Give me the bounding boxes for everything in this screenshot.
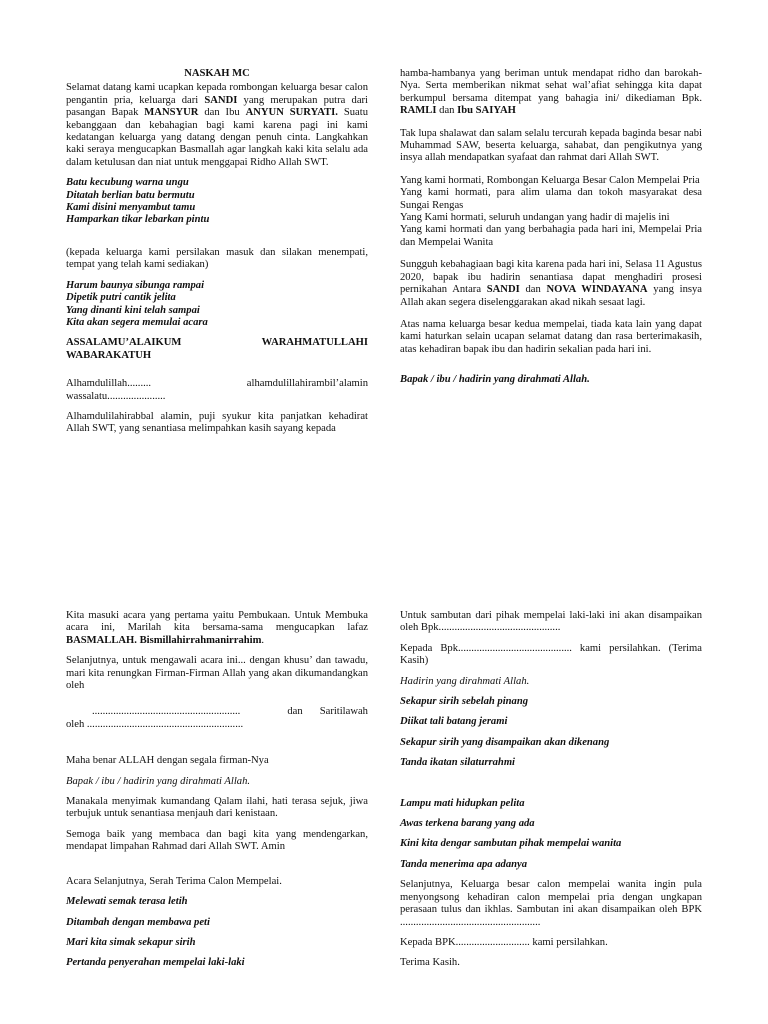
pantun-line: Kita akan segera memulai acara	[66, 316, 208, 328]
hamdalah-line	[66, 378, 368, 403]
pantun-line: Tanda ikatan silaturrahmi	[400, 757, 516, 769]
prayer-paragraph: Semoga baik yang membaca dan bagi kita yang mendengarkan, mendapat limpahan Rahmad dari Allah SWT. Amin	[66, 828, 368, 853]
next-event-line: Acara Selanjutnya, Serah Terima Calon Mempelai.	[66, 875, 282, 887]
pantun-line: Diikat tali batang jerami	[400, 716, 508, 728]
blank-line: oleh ...........................................................	[66, 718, 244, 730]
greeting-line: Yang kami hormati, Rombongan Keluarga Besar Calon Mempelai Pria	[400, 174, 700, 186]
pantun-line: Mari kita simak sekapur sirih	[66, 936, 196, 948]
basmallah-text: BASMALLAH. Bismillahirrahmanirrahim	[66, 634, 262, 646]
thank-you-line: Terima Kasih.	[400, 957, 460, 969]
pantun-line: Awas terkena barang yang ada	[400, 818, 535, 830]
pantun-line: Ditatah berlian batu bermutu	[66, 189, 195, 201]
pantun-line: Kami disini menyambut tamu	[66, 202, 196, 214]
firman-line: Maha benar ALLAH dengan segala firman-Nya	[66, 755, 269, 767]
bride-speech-paragraph: Selanjutnya, Keluarga besar calon mempelai wanita ingin pula menyongsong kehadiran calon mempelai pria dengan ungkapan perasaan tulus dan ikhlas. Sambutan ini akan disampaikan oleh BPK .....................................................	[400, 879, 702, 928]
name-mansyur: MANSYUR	[144, 107, 199, 119]
conjunction: dan	[287, 706, 303, 718]
invite-line: Kepada BPK............................ kami persilahkan.	[400, 936, 608, 948]
pantun-line: Tanda menerima apa adanya	[400, 858, 528, 870]
praise-paragraph: Alhamdulilahirabbal alamin, puji syukur kita panjatkan kehadirat Allah SWT, yang senantiasa melimpahkan kasih sayang kepada	[66, 410, 368, 435]
name-anyun: ANYUN SURYATI.	[245, 107, 338, 119]
pantun-line: Harum baunya sibunga rampai	[66, 279, 205, 291]
pantun-line: Pertanda penyerahan mempelai laki-laki	[66, 957, 245, 969]
salam-word: ASSALAMU’ALAIKUM	[66, 337, 182, 349]
pantun-handover	[66, 896, 368, 970]
pantun-line: Sekapur sirih sebelah pinang	[400, 696, 529, 708]
top-left-column	[66, 68, 368, 436]
shalawat-paragraph: Tak lupa shalawat dan salam selalu tercurah kepada baginda besar nabi Muhammad SAW, beserta keluarga, sahabat, dan pengikutnya yang insya allah mendapatkan syafaat dan rahmat dari Allah SWT.	[400, 127, 702, 164]
bottom-left-column	[66, 610, 368, 970]
document-title: NASKAH MC	[184, 68, 250, 79]
pantun-line: Sekapur sirih yang disampaikan akan dikenang	[400, 736, 610, 748]
recitation-paragraph: Selanjutnya, untuk mengawali acara ini... dengan khusu’ dan tawadu, mari kita renungkan Firman-Firman Allah yang akan dikumandangkan oleh	[66, 655, 368, 692]
greeting-line: Yang kami hormati dan yang berbahagia pada hari ini, Mempelai Pria dan Mempelai Wanita	[400, 224, 702, 248]
pantun-line: Lampu mati hidupkan pelita	[400, 797, 525, 809]
pantun-line: Kini kita dengar sambutan pihak mempelai wanita	[400, 838, 622, 850]
name-sandi: SANDI	[204, 94, 238, 106]
pantun-pelita	[400, 798, 702, 872]
audience-address: Hadirin yang dirahmati Allah.	[400, 675, 530, 687]
name-ramli: RAMLI	[400, 105, 437, 117]
pantun-line: Melewati semak terasa letih	[66, 896, 188, 908]
name-nova: NOVA WINDAYANA	[546, 284, 648, 296]
blank-line: ........................................................	[92, 706, 241, 718]
pantun-line: Hamparkan tikar lebarkan pintu	[66, 214, 210, 226]
pantun-line: Dipetik putri cantik jelita	[66, 292, 176, 304]
groom-speech-paragraph: Untuk sambutan dari pihak mempelai laki-laki ini akan disampaikan oleh Bpk..............................................	[400, 610, 702, 634]
audience-address: Bapak / ibu / hadirin yang dirahmati Allah.	[400, 374, 590, 386]
audience-address: Bapak / ibu / hadirin yang dirahmati Allah.	[66, 775, 251, 787]
pantun-line: Ditambah dengan membawa peti	[66, 916, 210, 928]
salam-word: WABARAKATUH	[66, 349, 152, 361]
hamdalah-text: Alhamdulillah.........	[66, 378, 152, 390]
pantun-sirih	[400, 696, 702, 770]
invite-line: Kepada Bpk........................................... kami persilahkan. (Terima Kasih)	[400, 642, 702, 667]
hamdalah-text: wassalatu......................	[66, 390, 166, 402]
pantun-line: Yang dinanti kini telah sampai	[66, 304, 200, 316]
greeting-line: Yang Kami hormati, seluruh undangan yang hadir di majelis ini	[400, 212, 670, 224]
qalam-paragraph: Manakala menyimak kumandang Qalam ilahi, hati terasa sejuk, jiwa terbujuk untuk senantiasa menjauh dari kenistaan.	[66, 796, 368, 820]
blessing-paragraph: hamba-hambanya yang beriman untuk mendapat ridho dan barokah-Nya. Serta memberikan nikmat sehat wal’afiat sehingga kita dapat berkumpul bersama ditempat yang bahagia ini/ dikediaman Bpk. RAMLI dan Ibu SAIYAH	[400, 68, 702, 117]
event-paragraph: Sungguh kebahagiaan bagi kita karena pada hari ini, Selasa 11 Agustus 2020, bapak ibu hadirin senantiasa dapat menghadiri prosesi pernikahan Antara SANDI dan NOVA WINDAYANA yang insya Allah akan segera diselenggarakan akad nikah sesaat lagi.	[400, 259, 702, 308]
bottom-right-column	[400, 610, 702, 970]
greeting-line: Yang kami hormati, para alim ulama dan tokoh masyarakat desa Sungai Rengas	[400, 187, 702, 211]
salam-word: WARAHMATULLAHI	[261, 337, 368, 349]
name-saiyah: Ibu SAIYAH	[457, 105, 516, 117]
name-sandi: SANDI	[486, 284, 520, 296]
seating-instruction: (kepada keluarga kami persilakan masuk dan silakan menempati, tempat yang telah kami sediakan)	[66, 246, 368, 271]
salam-greeting	[66, 337, 368, 362]
pantun-opening	[66, 280, 368, 330]
pantun-line: Batu kecubung warna ungu	[66, 177, 189, 189]
pantun-welcome	[66, 177, 368, 227]
thanks-paragraph: Atas nama keluarga besar kedua mempelai, tiada kata lain yang dapat kami haturkan selain ucapan selamat datang dan rasa berterimakasih, atas kehadiran bapak ibu dan hadirin sekalian pada hari ini.	[400, 318, 702, 355]
hamdalah-text: alhamdulillahirambil’alamin	[246, 378, 368, 390]
top-right-column	[400, 68, 702, 387]
opening-paragraph: Kita masuki acara yang pertama yaitu Pembukaan. Untuk Membuka acara ini, Marilah kita bersama-sama mengucapkan lafaz BASMALLAH. Bismillahirrahmanirrahim.	[66, 610, 368, 646]
intro-paragraph: Selamat datang kami ucapkan kepada rombongan keluarga besar calon pengantin pria, keluarga dari SANDI yang merupakan putra dari pasangan Bapak MANSYUR dan Ibu ANYUN SURYATI. Suatu kebanggaan dan kebahagian bagi kami karena pagi ini kami kedatangan keluarga yang datang dengan penuh cinta. Langkahkan kaki seraya mengucapkan Basmallah agar langkah kaki kita selalu ada dalam ketulusan dan niat untuk menggapai Ridho Allah SWT.	[66, 82, 368, 168]
saritilawah-label: Saritilawah	[319, 706, 368, 718]
greetings-list	[400, 175, 702, 249]
reciter-line	[66, 706, 368, 731]
